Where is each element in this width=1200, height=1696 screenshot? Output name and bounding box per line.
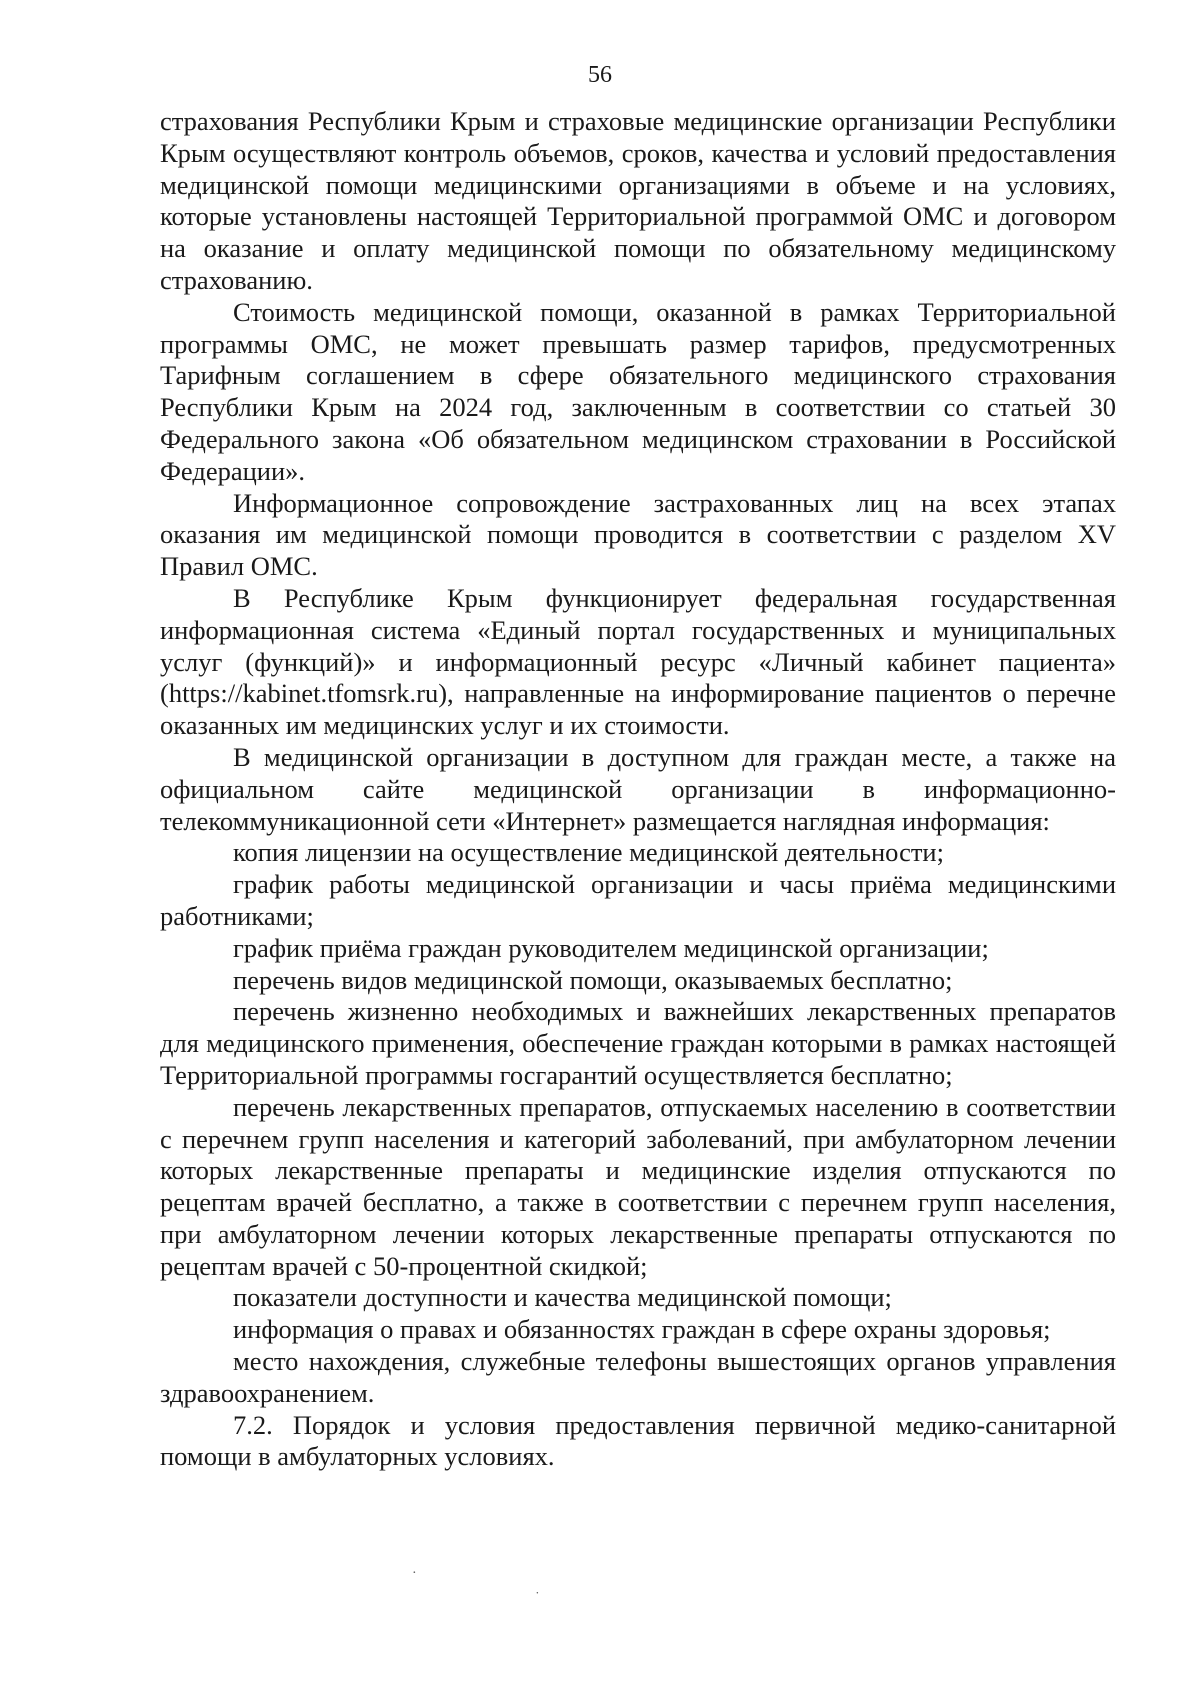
- paragraph-information-system: В Республике Крым функционирует федеральная государственная информационная система «Единый портал государственных и муниципальных услуг (функций)» и информационный ресурс «Личный кабинет пациента» (https://kabinet.tfomsrk.ru), направленные на информирование пациентов о перечне оказанных им медицинских услуг и их стоимости.: [160, 582, 1116, 741]
- list-item-work-schedule: график работы медицинской организации и часы приёма медицинскими работниками;: [160, 869, 1116, 931]
- paragraph-information-support: Информационное сопровождение застрахованных лиц на всех этапах оказания им медицинской помощи проводится в соответствии с разделом XV Правил ОМС.: [160, 487, 1116, 582]
- paragraph-cost-limit: Стоимость медицинской помощи, оказанной в рамках Территориальной программы ОМС, не может превышать размер тарифов, предусмотренных Тарифным соглашением в сфере обязательного медицинского страхования Республики Крым на 2024 год, заключенным в соответствии со статьей 30 Федерального закона «Об обязательном медицинском страховании в Российской Федерации».: [160, 296, 1116, 486]
- document-body: [160, 106, 1116, 1473]
- paragraph-insurance-control: страхования Республики Крым и страховые медицинские организации Республики Крым осуществляют контроль объемов, сроков, качества и условий предоставления медицинской помощи медицинскими организациями в объеме и на условиях, которые установлены настоящей Территориальной программой ОМС и договором на оказание и оплату медицинской помощи по обязательному медицинскому страхованию.: [160, 106, 1116, 295]
- list-item-citizen-rights: информация о правах и обязанностях граждан в сфере охраны здоровья;: [233, 1314, 1051, 1345]
- list-item-free-care-types: перечень видов медицинской помощи, оказываемых бесплатно;: [233, 964, 953, 995]
- list-item-head-reception: график приёма граждан руководителем медицинской организации;: [233, 932, 989, 963]
- list-item-essential-drugs: перечень жизненно необходимых и важнейших лекарственных препаратов для медицинского применения, обеспечение граждан которыми в рамках настоящей Территориальной программы госгарантий осуществляется бесплатно;: [160, 996, 1116, 1090]
- list-item-license: копия лицензии на осуществление медицинской деятельности;: [233, 837, 944, 868]
- section-heading-7-2: 7.2. Порядок и условия предоставления первичной медико-санитарной помощи в амбулаторных условиях.: [160, 1409, 1116, 1472]
- scan-speck: ·: [412, 1566, 417, 1581]
- list-item-authority-contacts: место нахождения, служебные телефоны вышестоящих органов управления здравоохранением.: [160, 1346, 1116, 1408]
- page-number: 56: [588, 62, 612, 88]
- list-item-quality-indicators: показатели доступности и качества медицинской помощи;: [233, 1282, 892, 1313]
- scan-speck: ˙: [535, 1590, 540, 1605]
- paragraph-visual-information: В медицинской организации в доступном для граждан месте, а также на официальном сайте медицинской организации в информационно-телекоммуникационной сети «Интернет» размещается наглядная информация:: [160, 741, 1116, 836]
- list-item-dispensed-drugs: перечень лекарственных препаратов, отпускаемых населению в соответствии с перечнем групп населения и категорий заболеваний, при амбулаторном лечении которых лекарственные препараты и медицинские изделия отпускаются по рецептам врачей бесплатно, а также в соответствии с перечнем групп населения, при амбулаторном лечении которых лекарственные препараты отпускаются по рецептам врачей с 50-процентной скидкой;: [160, 1091, 1116, 1281]
